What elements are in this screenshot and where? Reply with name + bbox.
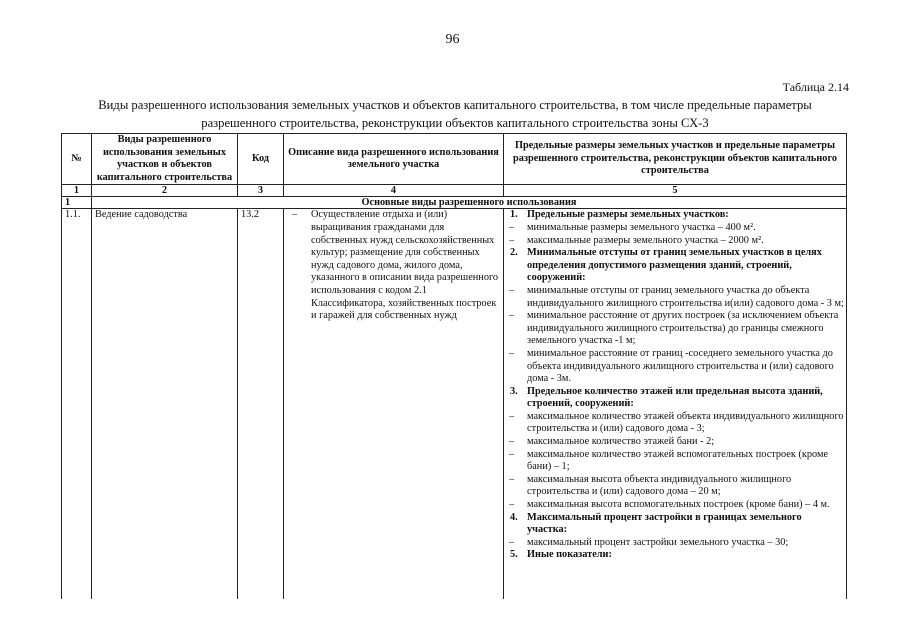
description-text: – Осуществление отдыха и (или) выращивания гражданами для собственных нужд сельскохозяйственных культур; размещение для собственных нужд садового дома, жилого дома, указанного в описании вида разрешенного использования с кодом 2.1 Классификатора, хозяйственных построек и гаражей для собственных нужд [287,209,500,322]
limits-section-heading [507,512,844,537]
limits-section-title: Предельное количество этажей или предельная высота зданий, строений, сооружений: [527,385,823,410]
col-number: 4 [284,185,504,197]
limits-section-number: 1. [510,209,518,221]
limits-item: – максимальная высота вспомогательных построек (кроме бани) – 4 м. [507,499,844,512]
table-row [62,209,847,599]
col-number: 5 [504,185,847,197]
col-number: 3 [238,185,284,197]
title-line-1: Виды разрешенного использования земельных участков и объектов капитального строительства, в том числе предельные параметры [98,98,812,112]
row-type: Ведение садоводства [92,209,238,599]
table-title [60,96,850,132]
limits-section-heading [507,549,844,562]
limits-item: – минимальные отступы от границ земельного участка до объекта индивидуального жилищного строительства и(или) садового дома - 3 м; [507,285,844,310]
header-row [62,134,847,185]
limits-section-number: 5. [510,549,518,561]
header-code: Код [238,134,284,185]
limits-item: – минимальное расстояние от других построек (за исключением объекта индивидуального жилищного строительства) до границы смежного земельного участка -1 м; [507,310,844,348]
limits-section-heading [507,386,844,411]
limits-section-title: Иные показатели: [527,549,612,561]
limits-section-number: 2. [510,247,518,259]
header-types: Виды разрешенного использования земельных участков и объектов капитального строительства [92,134,238,185]
section-title: Основные виды разрешенного использования [92,197,847,209]
col-number: 1 [62,185,92,197]
limits-item: – максимальное количество этажей объекта индивидуального жилищного строительства и (или) садового дома - 3; [507,411,844,436]
page-number: 96 [445,32,460,47]
zoning-table [61,133,847,599]
row-number: 1.1. [62,209,92,599]
limits-section-title: Минимальные отступы от границ земельных участков в целях определения допустимого размещения зданий, строений, сооружений: [527,247,822,284]
limits-section-heading [507,209,844,222]
limits-item: – максимальное количество этажей бани - 2; [507,436,844,449]
limits-section-number: 4. [510,511,518,523]
row-code: 13.2 [238,209,284,599]
limits-section-heading [507,247,844,285]
column-number-row [62,185,847,197]
limits-item: – максимальные размеры земельного участка – 2000 м². [507,235,844,248]
limits-section-number: 3. [510,385,518,397]
limits-section-title: Максимальный процент застройки в границах земельного участка: [527,511,802,536]
limits-item: – минимальное расстояние от границ -соседнего земельного участка до объекта индивидуального жилищного строительства и (или) садового дома - 3м. [507,348,844,386]
limits-item: – минимальные размеры земельного участка – 400 м². [507,222,844,235]
table-reference: Таблица 2.14 [782,80,849,94]
limits-item: – максимальная высота объекта индивидуального жилищного строительства и (или) садового дома – 20 м; [507,474,844,499]
section-number: 1 [62,197,92,209]
limits-section-title: Предельные размеры земельных участков: [527,209,729,221]
row-limits [504,209,847,599]
header-limits: Предельные размеры земельных участков и предельные параметры разрешенного строительства, реконструкции объектов капитального строительства [504,134,847,185]
col-number: 2 [92,185,238,197]
limits-item: – максимальный процент застройки земельного участка – 30; [507,537,844,550]
header-no: № [62,134,92,185]
header-description: Описание вида разрешенного использования земельного участка [284,134,504,185]
limits-list [507,209,844,562]
row-description [284,209,504,599]
section-row [62,197,847,209]
title-line-2: разрешенного строительства, реконструкции объектов капитального строительства зоны СХ-3 [201,116,709,130]
limits-item: – максимальное количество этажей вспомогательных построек (кроме бани) – 1; [507,449,844,474]
